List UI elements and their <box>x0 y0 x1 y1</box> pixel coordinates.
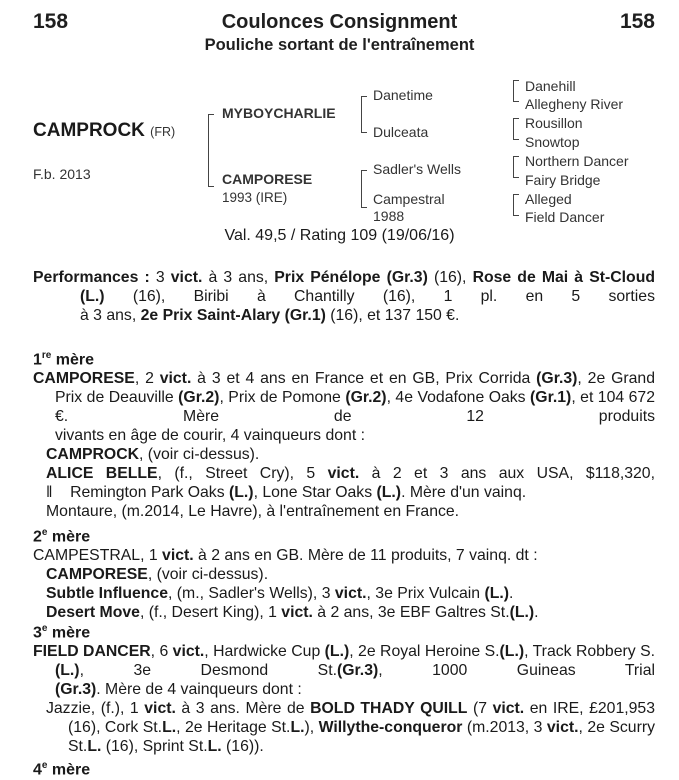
pedigree-ssd: Allegheny River <box>525 96 624 112</box>
pedigree-dsd: Fairy Bridge <box>525 172 601 188</box>
second-dam-paragraph: CAMPESTRAL, 1 vict. à 2 ans en GB. Mère de 11 produits, 7 vainq. dt : <box>33 547 538 565</box>
horse-country: (FR) <box>150 125 176 139</box>
horse-name <box>33 120 175 142</box>
performances-paragraph: Performances : 3 vict. à 3 ans, Prix Pénélope (Gr.3) (16), Rose de Mai à St-Cloud (L.) (16), Biribi à Chantilly (16), 1 pl. en 5 sorties <box>33 269 655 305</box>
third-dam-section <box>33 619 655 780</box>
pedigree-dam: CAMPORESE <box>222 171 313 187</box>
horse-details: F.b. 2013 <box>33 166 91 182</box>
second-dam-heading: 2e mère <box>33 527 91 546</box>
lot-subtitle: Pouliche sortant de l'entraînement <box>204 36 475 54</box>
lot-number-right: 158 <box>619 10 655 33</box>
pedigree-dam-dam: Campestral <box>373 191 445 207</box>
consignor-title: Coulonces Consignment <box>221 11 458 33</box>
fourth-dam-heading: 4e mère <box>33 760 91 779</box>
pedigree-sss: Danehill <box>525 78 576 94</box>
produce-jazzie: Jazzie, (f.), 1 vict. à 3 ans. Mère de BOLD THADY QUILL (7 vict. en IRE, £201,953 (16), Cork St.L., 2e Heritage St.L.), Willythe-conqueror (m.2013, 3 vict., 2e Scurry St.L. (16), Sprint St.L. (16)). <box>46 700 655 756</box>
second-dam-section <box>33 523 655 622</box>
produce-alice-belle-cont: ‖ Remington Park Oaks (L.), Lone Star Oaks (L.). Mère d'un vainq. <box>46 484 527 502</box>
pedigree-sds: Rousillon <box>525 115 583 131</box>
pedigree-sire-dam: Dulceata <box>373 124 429 140</box>
lot-number-left: 158 <box>33 10 69 33</box>
pedigree-dss: Northern Dancer <box>525 153 629 169</box>
pedigree-dam-sire: Sadler's Wells <box>373 161 461 177</box>
pedigree-dam-info: 1993 (IRE) <box>222 190 288 205</box>
produce-desert-move: Desert Move, (f., Desert King), 1 vict. à 2 ans, 3e EBF Galtres St.(L.). <box>46 604 539 622</box>
produce-montaure: Montaure, (m.2014, Le Havre), à l'entraînement en France. <box>46 503 460 521</box>
pedigree-sdd: Snowtop <box>525 134 580 150</box>
first-dam-section <box>33 346 655 521</box>
pedigree-sire: MYBOYCHARLIE <box>222 105 336 121</box>
pedigree-dam-dam-year: 1988 <box>373 208 405 224</box>
first-dam-paragraph: CAMPORESE, 2 vict. à 3 et 4 ans en France et en GB, Prix Corrida (Gr.3), 2e Grand Prix de Deauville (Gr.2), Prix de Pomone (Gr.2), 4e Vodafone Oaks (Gr.1), et 104 672 €. Mère de 12 produits <box>33 370 655 426</box>
performances-paragraph-end: à 3 ans, 2e Prix Saint-Alary (Gr.1) (16), et 137 150 €. <box>80 307 460 324</box>
produce-subtle-influence: Subtle Influence, (m., Sadler's Wells), 3 vict., 3e Prix Vulcain (L.). <box>46 585 514 603</box>
third-dam-heading: 3e mère <box>33 623 91 642</box>
first-dam-heading: 1re mère <box>33 350 95 369</box>
horse-name-text: CAMPROCK <box>33 120 145 141</box>
performances-section <box>33 268 655 325</box>
pedigree-ddd: Field Dancer <box>525 209 605 225</box>
third-dam-paragraph: FIELD DANCER, 6 vict., Hardwicke Cup (L.), 2e Royal Heroine S.(L.), Track Robbery S.(L.), 3e Desmond St.(Gr.3), 1000 Guineas Trial <box>33 643 656 680</box>
produce-camprock: CAMPROCK, (voir ci-dessus). <box>46 446 260 464</box>
produce-camporese: CAMPORESE, (voir ci-dessus). <box>46 566 269 584</box>
third-dam-paragraph-end: (Gr.3). Mère de 4 vainqueurs dont : <box>55 681 302 699</box>
pedigree-dds: Alleged <box>525 191 572 207</box>
produce-alice-belle: ALICE BELLE, (f., Street Cry), 5 vict. à 2 et 3 ans aux USA, $118,320, <box>46 465 655 483</box>
pedigree-sire-sire: Danetime <box>373 87 433 103</box>
valuation-line: Val. 49,5 / Rating 109 (19/06/16) <box>224 227 455 244</box>
first-dam-paragraph-end: vivants en âge de courir, 4 vainqueurs dont : <box>55 427 365 445</box>
